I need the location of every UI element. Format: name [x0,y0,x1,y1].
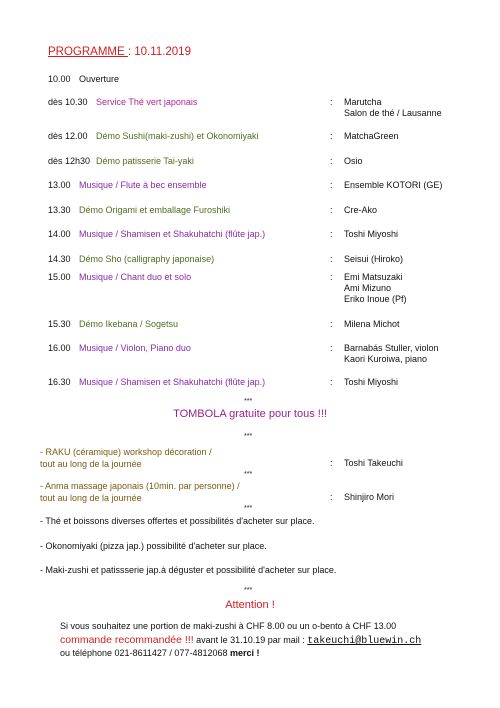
schedule-row-time: 16.30 [48,377,71,387]
schedule-row-activity: Musique / Chant duo et solo [79,272,192,282]
separator-stars: *** [244,398,253,405]
schedule-row-performer [344,205,377,216]
schedule-row-time: dès 10.30 [48,97,88,107]
separator-stars: *** [244,587,253,594]
schedule-row-time: 15.00 [48,272,71,282]
schedule-row-performer [344,156,363,167]
colon: : [330,492,333,502]
performer-line: Salon de thé / Lausanne [344,108,442,118]
schedule-row-time: 13.00 [48,180,71,190]
schedule-row-performer [344,254,403,265]
performer-line: Emi Matsuzaki [344,272,403,282]
tombola-banner: TOMBOLA gratuite pour tous !!! [173,408,327,420]
footer-line-3 [60,647,260,660]
colon: : [330,458,333,468]
note-item: - Maki-zushi et patissserie jap.à déguster et possibilité d'acheter sur place. [40,565,337,575]
schedule-row-activity: Démo Sushi(maki-zushi) et Okonomiyaki [96,131,259,141]
page-title [48,46,191,58]
workshop-line: - RAKU (céramique) workshop décoration / [40,447,212,457]
programme-label: PROGRAMME [48,46,128,58]
schedule-row-time: 14.30 [48,254,71,264]
schedule-row-performer [344,343,439,365]
schedule-row-activity: Démo patisserie Tai-yaki [96,156,194,166]
performer-line: Seisui (Hiroko) [344,254,404,264]
schedule-row-activity: Musique / Shamisen et Shakuhatchi (flûte jap.) [79,229,266,239]
schedule-row-time: 10.00 [48,74,71,84]
colon: : [330,156,333,166]
workshop-performer: Toshi Takeuchi [344,458,403,468]
performer-line: Ami Mizuno [344,283,392,293]
footer-line-1: Si vous souhaitez une portion de maki-zushi à CHF 8.00 ou un o-bento à CHF 13.00 [60,621,397,631]
footer-line-2 [60,634,421,648]
schedule-row-activity: Démo Sho (calligraphy japonaise) [79,254,215,264]
schedule-row-time: dès 12.00 [48,131,88,141]
schedule-row-activity: Service Thé vert japonais [96,97,198,107]
programme-date: : 10.11.2019 [127,46,191,58]
schedule-row-performer [344,377,398,388]
schedule-row-performer [344,97,442,119]
workshop-performer: Shinjiro Mori [344,492,395,502]
performer-line: Eriko Inoue (Pf) [344,294,407,304]
colon: : [330,97,333,107]
colon: : [330,229,333,239]
schedule-row-time: 15.30 [48,319,71,329]
performer-line: MatchaGreen [344,131,399,141]
performer-line: Milena Michot [344,319,400,329]
performer-line: Barnabás Stuller, violon [344,343,439,353]
workshop-line: tout au long de la journée [40,459,142,469]
separator-stars: *** [244,471,253,478]
phone-numbers: ou téléphone 021-8611427 / 077-4812068 [60,648,230,658]
workshop-raku [40,446,212,470]
performer-line: Osio [344,156,363,166]
schedule-row-activity: Ouverture [79,74,120,84]
colon: : [330,205,333,215]
performer-line: Toshi Miyoshi [344,377,399,387]
schedule-row-time: dès 12h30 [48,156,91,166]
performer-line: Cre-Ako [344,205,378,215]
schedule-row-performer [344,229,398,240]
performer-line: Kaori Kuroiwa, piano [344,354,428,364]
schedule-row-performer [344,319,400,330]
email-link[interactable]: takeuchi@bluewin.ch [307,636,422,647]
colon: : [330,131,333,141]
performer-line: Marutcha [344,97,382,107]
schedule-row-activity: Démo Ikebana / Sogetsu [79,319,179,329]
workshop-line: tout au long de la journée [40,493,142,503]
colon: : [330,343,333,353]
order-deadline: avant le 31.10.19 par mail : [193,635,308,645]
schedule-row-activity: Musique / Shamisen et Shakuhatchi (flûte jap.) [79,377,266,387]
note-item: - Thé et boissons diverses offertes et possibilités d'acheter sur place. [40,516,315,526]
thanks-text: merci ! [230,648,260,658]
colon: : [330,319,333,329]
colon: : [330,180,333,190]
colon: : [330,272,333,282]
workshop-line: - Anma massage japonais (10min. par personne) / [40,481,240,491]
schedule-row-performer [344,272,407,305]
schedule-row-time: 14.00 [48,229,71,239]
schedule-row-performer [344,131,399,142]
order-recommended: commande recommandée !!! [60,634,194,646]
performer-line: Toshi Miyoshi [344,229,399,239]
schedule-row-activity: Musique / Flute à bec ensemble [79,180,207,190]
schedule-row-performer [344,180,442,191]
separator-stars: *** [244,433,253,440]
note-item: - Okonomiyaki (pizza jap.) possibilité d'acheter sur place. [40,541,267,551]
schedule-row-activity: Musique / Violon, Piano duo [79,343,191,353]
schedule-row-time: 13.30 [48,205,71,215]
separator-stars: *** [244,505,253,512]
colon: : [330,254,333,264]
colon: : [330,377,333,387]
schedule-row-time: 16.00 [48,343,71,353]
schedule-row-activity: Démo Origami et emballage Furoshiki [79,205,231,215]
workshop-anma [40,480,240,504]
attention-heading: Attention ! [225,599,275,611]
performer-line: Ensemble KOTORI (GE) [344,180,443,190]
